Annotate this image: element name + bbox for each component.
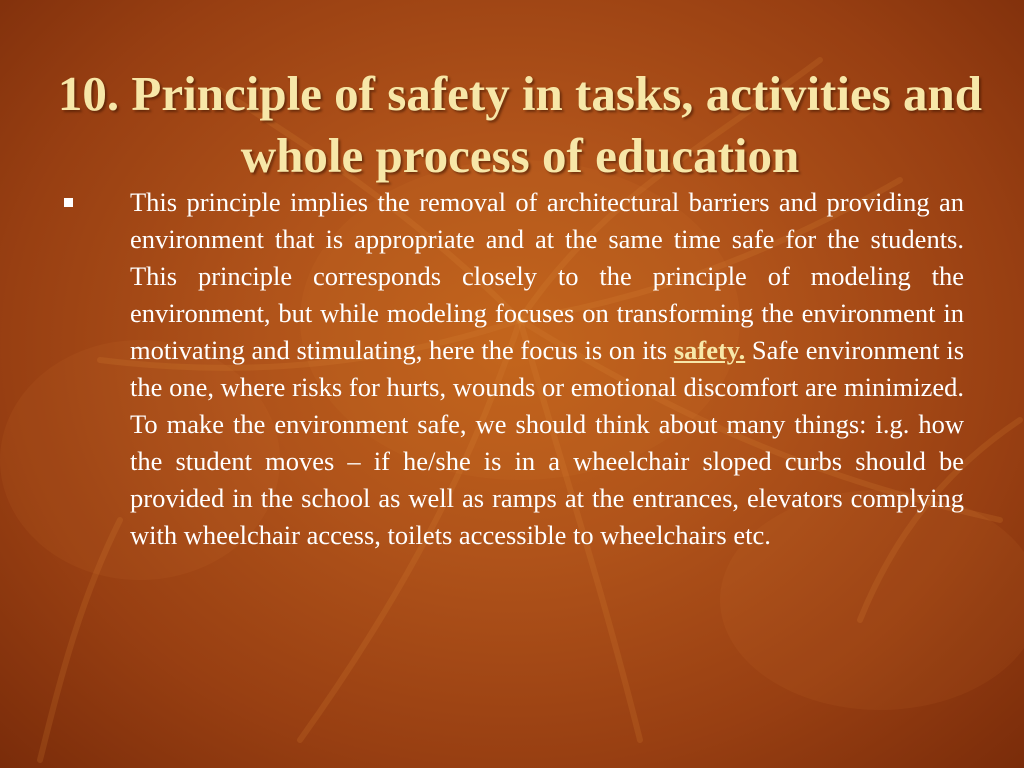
title-number: 10. xyxy=(57,65,120,121)
square-bullet-icon xyxy=(64,198,73,207)
title-text: Principle of safety in tasks, activities and whole process of education xyxy=(131,65,983,183)
bullet-text-after: Safe environment is the one, where risks for hurts, wounds or emotional discomfort are minimized. To make the environment safe, we should think about many things: i.g. how the student moves – if he/she is in a wheelchair sloped curbs should be provided in the school as well as ramps at the entrances, elevators complying with wheelchair access, toilets accessible to wheelchairs etc. xyxy=(130,335,965,550)
bullet-text-before: This principle implies the removal of architectural barriers and providing an environment that is appropriate and at the same time safe for the students. This principle corresponds closely to the principle of modeling the environment, but while modeling focuses on transforming the environment in motivating and stimulating, here the focus is on its xyxy=(130,187,964,365)
safety-emphasis: safety. xyxy=(673,335,746,365)
bullet-item xyxy=(60,184,964,554)
bullet-list xyxy=(60,184,964,554)
slide-title xyxy=(40,63,1000,187)
